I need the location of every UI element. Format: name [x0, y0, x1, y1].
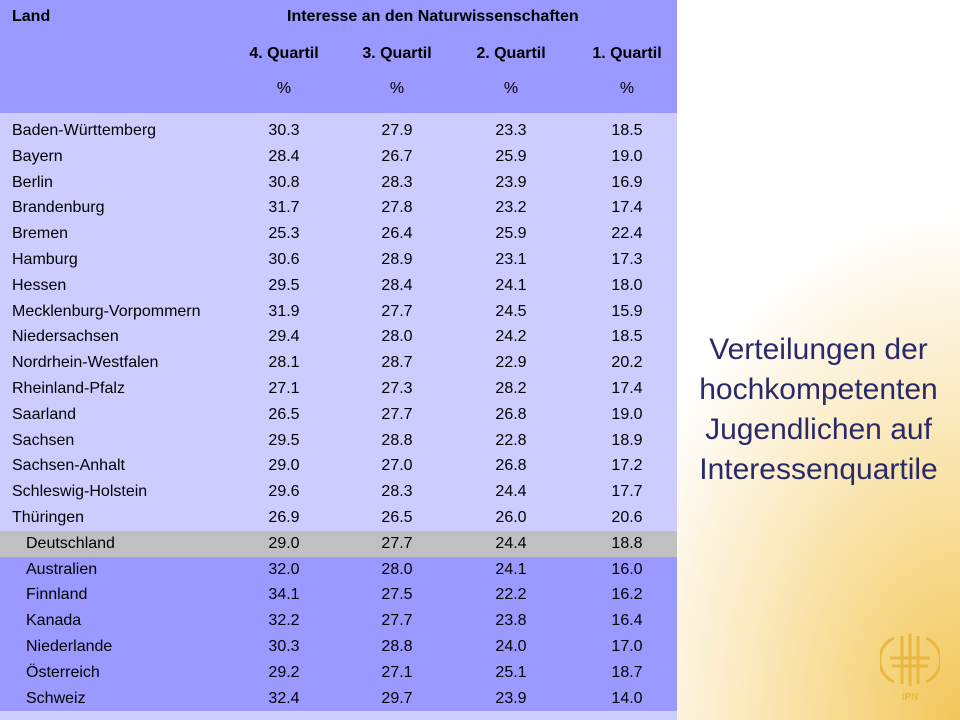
row-value-cell: 16.0 [611, 560, 643, 578]
row-value-cell: 16.9 [611, 173, 643, 191]
row-value-cell: 27.7 [381, 612, 413, 630]
row-value-cell: 29.6 [268, 483, 300, 501]
row-value-cell: 27.7 [381, 302, 413, 320]
row-country-name: Sachsen [12, 431, 75, 449]
row-country-name: Hamburg [12, 250, 78, 268]
row-value-cell: 29.4 [268, 328, 300, 346]
row-country-name: Saarland [12, 405, 77, 423]
row-country-name: Schweiz [26, 689, 86, 707]
table-row [0, 350, 677, 376]
row-value-cell: 27.7 [381, 405, 413, 423]
table-row [0, 608, 677, 634]
row-value-cell: 25.9 [495, 225, 527, 243]
row-value-cell: 30.3 [268, 122, 300, 139]
row-value-cell: 26.8 [495, 457, 527, 475]
row-country-name: Mecklenburg-Vorpommern [12, 302, 201, 320]
row-value-cell: 27.1 [268, 379, 300, 397]
unit-label-q3: % [389, 80, 405, 97]
row-value-cell: 23.8 [495, 612, 527, 630]
row-country-name: Hessen [12, 276, 67, 294]
row-value-cell: 24.4 [495, 534, 527, 552]
row-country-name: Schleswig-Holstein [12, 483, 148, 501]
row-country-name: Niedersachsen [12, 328, 119, 346]
table-row [0, 660, 677, 686]
row-value-cell: 23.3 [495, 122, 527, 139]
row-country-name: Kanada [26, 612, 82, 630]
row-value-cell: 24.1 [495, 276, 527, 294]
row-country-name: Finnland [26, 586, 88, 604]
row-value-cell: 27.1 [381, 663, 413, 681]
logo-text: IPN [901, 692, 919, 702]
row-value-cell: 17.4 [611, 199, 643, 217]
row-value-cell: 27.3 [381, 379, 413, 397]
table-row [0, 144, 677, 170]
row-value-cell: 28.8 [381, 431, 413, 449]
row-country-name: Berlin [12, 173, 53, 191]
row-value-cell: 31.9 [268, 302, 300, 320]
table-body [0, 118, 677, 711]
table-row [0, 376, 677, 402]
caption-line: Interessenquartile [699, 453, 938, 486]
table-row [0, 118, 677, 144]
row-value-cell: 25.3 [268, 225, 300, 243]
row-value-cell: 32.0 [268, 560, 300, 578]
row-value-cell: 26.5 [381, 508, 413, 526]
row-value-cell: 28.8 [381, 637, 413, 655]
table-row [0, 195, 677, 221]
row-country-name: Rheinland-Pfalz [12, 379, 125, 397]
row-value-cell: 28.4 [381, 276, 413, 294]
row-value-cell: 20.2 [611, 354, 643, 372]
row-value-cell: 26.7 [381, 147, 413, 165]
row-country-name: Nordrhein-Westfalen [12, 354, 159, 372]
row-value-cell: 18.0 [611, 276, 643, 294]
row-value-cell: 15.9 [611, 302, 643, 320]
row-value-cell: 34.1 [268, 586, 300, 604]
column-header-q4: 4. Quartil [249, 45, 319, 62]
table-row [0, 531, 677, 557]
row-country-name: Niederlande [26, 637, 113, 655]
row-value-cell: 18.5 [611, 328, 643, 346]
row-value-cell: 26.0 [495, 508, 527, 526]
column-header-q3: 3. Quartil [362, 45, 432, 62]
row-value-cell: 29.0 [268, 457, 300, 475]
row-value-cell: 17.4 [611, 379, 643, 397]
row-value-cell: 27.9 [381, 122, 413, 139]
row-value-cell: 23.1 [495, 250, 527, 268]
table-row [0, 479, 677, 505]
row-value-cell: 28.9 [381, 250, 413, 268]
caption-line: Jugendlichen auf [705, 413, 932, 446]
row-value-cell: 22.9 [495, 354, 527, 372]
row-value-cell: 28.7 [381, 354, 413, 372]
row-value-cell: 26.5 [268, 405, 300, 423]
row-value-cell: 26.9 [268, 508, 300, 526]
table-row [0, 686, 677, 712]
table-row [0, 402, 677, 428]
table-row [0, 557, 677, 583]
row-value-cell: 26.8 [495, 405, 527, 423]
row-value-cell: 28.3 [381, 483, 413, 501]
row-country-name: Sachsen-Anhalt [12, 457, 125, 475]
row-value-cell: 18.8 [611, 534, 643, 552]
row-value-cell: 27.0 [381, 457, 413, 475]
row-country-name: Baden-Württemberg [12, 122, 157, 139]
row-value-cell: 29.0 [268, 534, 300, 552]
row-value-cell: 31.7 [268, 199, 300, 217]
row-value-cell: 17.7 [611, 483, 643, 501]
row-value-cell: 17.3 [611, 250, 643, 268]
table-row [0, 247, 677, 273]
row-value-cell: 16.4 [611, 612, 643, 630]
caption-line: hochkompetenten [699, 373, 938, 406]
row-value-cell: 20.6 [611, 508, 643, 526]
row-value-cell: 25.9 [495, 147, 527, 165]
row-country-name: Brandenburg [12, 199, 105, 217]
row-value-cell: 22.8 [495, 431, 527, 449]
column-header-q1: 1. Quartil [592, 45, 662, 62]
row-value-cell: 24.1 [495, 560, 527, 578]
row-value-cell: 29.5 [268, 276, 300, 294]
row-value-cell: 23.2 [495, 199, 527, 217]
row-value-cell: 28.4 [268, 147, 300, 165]
row-country-name: Bayern [12, 147, 63, 165]
table-row [0, 428, 677, 454]
row-country-name: Deutschland [26, 534, 115, 552]
caption-panel [677, 0, 960, 720]
table-row [0, 582, 677, 608]
slide-caption [677, 330, 960, 490]
row-value-cell: 16.2 [611, 586, 643, 604]
row-value-cell: 17.0 [611, 637, 643, 655]
row-value-cell: 32.2 [268, 612, 300, 630]
row-value-cell: 30.6 [268, 250, 300, 268]
row-value-cell: 29.5 [268, 431, 300, 449]
row-value-cell: 25.1 [495, 663, 527, 681]
row-value-cell: 29.2 [268, 663, 300, 681]
column-header-land: Land [12, 8, 51, 25]
unit-label-q4: % [276, 80, 292, 97]
row-country-name: Österreich [26, 663, 100, 681]
table-row [0, 170, 677, 196]
row-value-cell: 19.0 [611, 405, 643, 423]
table-header [0, 0, 677, 113]
row-value-cell: 24.0 [495, 637, 527, 655]
row-value-cell: 18.5 [611, 122, 643, 139]
row-country-name: Thüringen [12, 508, 85, 526]
row-value-cell: 26.4 [381, 225, 413, 243]
row-value-cell: 14.0 [611, 689, 643, 707]
table-row [0, 634, 677, 660]
table-row [0, 221, 677, 247]
table-row [0, 453, 677, 479]
column-group-header: Interesse an den Naturwissenschaften [287, 8, 579, 25]
row-country-name: Australien [26, 560, 98, 578]
row-value-cell: 28.0 [381, 328, 413, 346]
row-value-cell: 29.7 [381, 689, 413, 707]
row-value-cell: 28.1 [268, 354, 300, 372]
table-row [0, 273, 677, 299]
row-value-cell: 24.2 [495, 328, 527, 346]
row-value-cell: 27.7 [381, 534, 413, 552]
row-value-cell: 22.4 [611, 225, 643, 243]
table-row [0, 505, 677, 531]
unit-label-q1: % [619, 80, 635, 97]
row-value-cell: 24.4 [495, 483, 527, 501]
row-value-cell: 27.5 [381, 586, 413, 604]
row-value-cell: 28.3 [381, 173, 413, 191]
table-row [0, 324, 677, 350]
unit-label-q2: % [503, 80, 519, 97]
row-value-cell: 18.7 [611, 663, 643, 681]
row-value-cell: 23.9 [495, 173, 527, 191]
row-country-name: Bremen [12, 225, 69, 243]
row-value-cell: 24.5 [495, 302, 527, 320]
table-row [0, 299, 677, 325]
row-value-cell: 27.8 [381, 199, 413, 217]
row-value-cell: 23.9 [495, 689, 527, 707]
ipn-logo-icon [880, 630, 940, 702]
column-header-q2: 2. Quartil [476, 45, 546, 62]
row-value-cell: 22.2 [495, 586, 527, 604]
row-value-cell: 32.4 [268, 689, 300, 707]
row-value-cell: 28.0 [381, 560, 413, 578]
row-value-cell: 30.8 [268, 173, 300, 191]
row-value-cell: 30.3 [268, 637, 300, 655]
row-value-cell: 28.2 [495, 379, 527, 397]
row-value-cell: 18.9 [611, 431, 643, 449]
caption-line: Verteilungen der [709, 333, 928, 366]
row-value-cell: 19.0 [611, 147, 643, 165]
row-value-cell: 17.2 [611, 457, 643, 475]
